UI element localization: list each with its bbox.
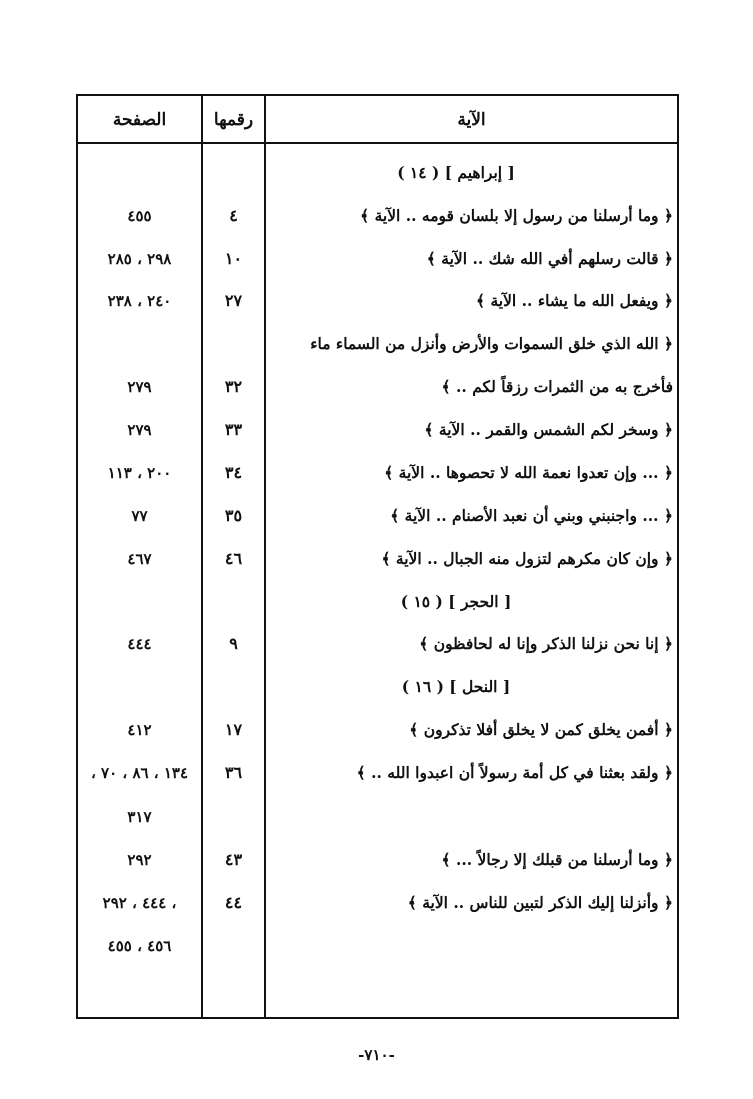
- surah-heading-row: [78, 672, 677, 702]
- page-references: [78, 672, 201, 702]
- table-row: [78, 845, 677, 875]
- header-page: الصفحة: [112, 110, 167, 130]
- aya-number: ٤٣: [224, 850, 243, 869]
- table-row: [78, 715, 677, 745]
- aya-text: ﴿ ولقد بعثنا في كل أمة رسولاً أن اعبدوا الله .. ﴾: [356, 763, 673, 782]
- aya-number: ٣٥: [224, 506, 243, 525]
- page-references: ٤٤٤: [127, 635, 152, 653]
- table-row: [78, 458, 677, 488]
- table-row: [78, 931, 677, 961]
- page-references: ٢٧٩: [127, 421, 152, 439]
- aya-text: ﴿ الله الذي خلق السموات والأرض وأنزل من السماء ماء: [310, 334, 673, 353]
- aya-number: ٤٦: [224, 549, 243, 568]
- aya-number: ٣٣: [224, 420, 243, 439]
- page-references: ٢٤٠ ، ٢٣٨: [107, 292, 172, 310]
- aya-number: [203, 931, 264, 961]
- table-row: [78, 286, 677, 316]
- aya-text: [265, 931, 677, 961]
- page-references: [78, 329, 201, 359]
- table-row: [78, 629, 677, 659]
- index-table: [76, 94, 679, 1019]
- header-divider: [78, 142, 677, 144]
- aya-number: [203, 329, 264, 359]
- header-number: رقمها: [213, 110, 254, 130]
- aya-number: ٤٤: [224, 893, 243, 912]
- surah-title: [ الحجر ] ( ١٥ ): [400, 592, 512, 611]
- page-references: ٧٧: [131, 507, 148, 525]
- surah-title: [ إبراهيم ] ( ١٤ ): [397, 163, 515, 182]
- aya-text: ﴿ وإن كان مكرهم لتزول منه الجبال .. الآية ﴾: [381, 549, 673, 568]
- table-row: [78, 329, 677, 359]
- aya-number: ٣٤: [224, 463, 243, 482]
- table-row: [78, 758, 677, 788]
- page-references: ٤٥٦ ، ٤٥٥: [107, 937, 172, 955]
- aya-text: ﴿ وما أرسلنا من رسول إلا بلسان قومه .. الآية ﴾: [360, 206, 673, 225]
- aya-number: ٣٢: [224, 377, 243, 396]
- aya-number: ٢٧: [224, 291, 243, 310]
- aya-text: ﴿ ... واجنبني وبني أن نعبد الأصنام .. الآية ﴾: [390, 506, 673, 525]
- surah-title: [ النحل ] ( ١٦ ): [401, 677, 511, 696]
- aya-number: ١٠: [224, 249, 243, 268]
- surah-heading-row: [78, 158, 677, 188]
- page-references: [78, 587, 201, 617]
- aya-number: [203, 672, 264, 702]
- aya-number: ١٧: [224, 720, 243, 739]
- page-references: [78, 158, 201, 188]
- page-references: ٣١٧: [127, 808, 152, 826]
- table-row: [78, 415, 677, 445]
- aya-number: ٤: [229, 206, 238, 225]
- table-row: [78, 544, 677, 574]
- page-references: ٤٥٥: [127, 207, 152, 225]
- aya-text: ﴿ ... وإن تعدوا نعمة الله لا تحصوها .. الآية ﴾: [384, 463, 673, 482]
- table-row: [78, 244, 677, 274]
- table-row: [78, 802, 677, 832]
- header-aya: الآية: [457, 110, 486, 130]
- aya-text: ﴿ أفمن يخلق كمن لا يخلق أفلا تذكرون ﴾: [409, 720, 673, 739]
- aya-text: ﴿ وسخر لكم الشمس والقمر .. الآية ﴾: [424, 420, 673, 439]
- surah-heading-row: [78, 587, 677, 617]
- table-row: [78, 888, 677, 918]
- page-references: ٢٠٠ ، ١١٣: [107, 464, 172, 482]
- table-row: [78, 201, 677, 231]
- page-references: ١٣٤ ، ٨٦ ، ٧٠ ،: [90, 764, 189, 782]
- aya-text: ﴿ وما أرسلنا من قبلك إلا رجالاً ... ﴾: [441, 850, 673, 869]
- page-references: ، ٤٤٤ ، ٢٩٢: [102, 894, 177, 912]
- aya-text: ﴿ إنا نحن نزلنا الذكر وإنا له لحافظون ﴾: [419, 634, 673, 653]
- page-references: ٢٩٨ ، ٢٨٥: [107, 250, 172, 268]
- aya-text: ﴿ وأنزلنا إليك الذكر لتبين للناس .. الآية ﴾: [407, 893, 673, 912]
- aya-text: فأخرج به من الثمرات رزقاً لكم .. ﴾: [441, 377, 673, 396]
- aya-text: ﴿ ويفعل الله ما يشاء .. الآية ﴾: [475, 291, 673, 310]
- table-row: [78, 372, 677, 402]
- aya-number: ٩: [229, 634, 238, 653]
- aya-number: [203, 587, 264, 617]
- page-references: ٤٦٧: [127, 550, 152, 568]
- page-references: ٢٧٩: [127, 378, 152, 396]
- page-references: ٤١٢: [127, 721, 152, 739]
- page-references: ٢٩٢: [127, 851, 152, 869]
- aya-text: ﴿ قالت رسلهم أفي الله شك .. الآية ﴾: [426, 249, 673, 268]
- aya-number: [203, 158, 264, 188]
- aya-text: [265, 802, 677, 832]
- aya-number: [203, 802, 264, 832]
- table-row: [78, 501, 677, 531]
- aya-number: ٣٦: [224, 763, 243, 782]
- page-number: -٧١٠-: [358, 1046, 395, 1064]
